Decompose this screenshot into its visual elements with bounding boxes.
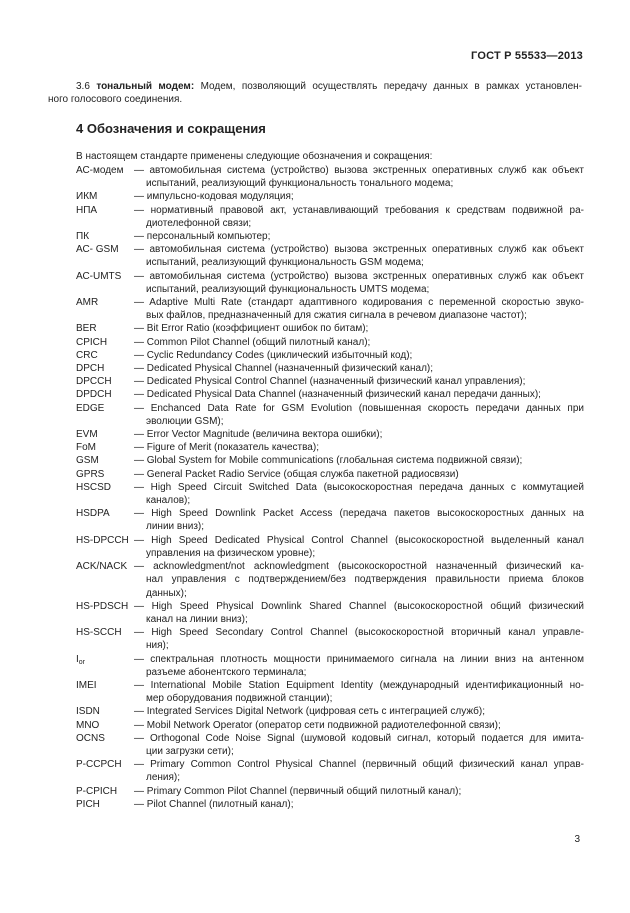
definition-line: ния);: [146, 640, 169, 652]
abbreviation-row: [76, 336, 584, 349]
abbreviation-row: [76, 270, 584, 296]
definition-line: — Dedicated Physical Control Channel (назначенный физический канал управления);: [134, 376, 526, 388]
abbreviation-definition: [134, 388, 584, 401]
definition-line: мер оборудования подвижной станции);: [146, 693, 333, 705]
definition-line: — персональный компьютер;: [134, 231, 271, 243]
abbreviation-term-text: HS-DPCCH: [76, 534, 129, 546]
abbreviation-definition: [134, 653, 584, 679]
abbreviation-row: [76, 481, 584, 507]
definition-line: нал управления с подтверждением/без подтверждения правильности приема блоков: [146, 574, 584, 586]
abbreviation-definition: [134, 785, 584, 798]
definition-line: — Primary Common Control Physical Channel (первичный общий физический канал управ-: [134, 759, 584, 771]
abbreviation-term: [76, 362, 134, 375]
definition-line: разъеме абонентского терминала;: [146, 666, 307, 678]
abbreviation-term: [76, 732, 134, 745]
abbreviation-term: [76, 336, 134, 349]
abbreviation-term: [76, 296, 134, 309]
abbreviation-definition: [134, 375, 584, 388]
definition-line: — Global System for Mobile communications (глобальная система подвижной связи);: [134, 455, 523, 467]
abbreviation-definition: [134, 679, 584, 705]
abbreviation-definition: [134, 402, 584, 428]
section-intro: В настоящем стандарте применены следующие обозначения и сокращения:: [76, 151, 433, 162]
definition-line: — Dedicated Physical Channel (назначенный физический канал);: [134, 363, 434, 375]
definition-line: — High Speed Downlink Packet Access (передача пакетов высокоскоростных данных на: [134, 508, 584, 520]
abbreviation-term: [76, 719, 134, 732]
definition-line: — спектральная плотность мощности принимаемого сигнала на линии вниз на антенном: [134, 653, 584, 665]
definition-line: — Enchanced Data Rate for GSM Evolution (повышенная скорость передачи данных при: [134, 402, 584, 414]
abbreviation-row: [76, 798, 584, 811]
abbreviation-term-text: OCNS: [76, 732, 105, 744]
definition-line: — High Speed Dedicated Physical Control Channel (высокоскоростной выделенный канал: [134, 534, 584, 546]
definition-number: 3.6: [76, 81, 90, 92]
abbreviation-row: [76, 296, 584, 322]
definition-line: управления на физическом уровне);: [146, 547, 316, 559]
abbreviation-term-text: DPCCH: [76, 376, 112, 388]
abbreviation-term: [76, 600, 134, 613]
definition-line: — Adaptive Multi Rate (стандарт адаптивного кодирования с переменной скоростью звуко-: [134, 297, 584, 309]
abbreviation-term-text: P-CPICH: [76, 785, 118, 797]
definition-line: — Figure of Merit (показатель качества);: [134, 442, 319, 454]
abbreviation-term: [76, 798, 134, 811]
abbreviation-row: [76, 679, 584, 705]
abbreviation-term-text: GPRS: [76, 468, 105, 480]
definition-paragraph: [48, 80, 582, 106]
definition-line: — Bit Error Ratio (коэффициент ошибок по битам);: [134, 323, 369, 335]
definition-line: ления);: [146, 772, 181, 784]
definition-line: — General Packet Radio Service (общая служба пакетной радиосвязи): [134, 468, 459, 480]
definition-line: канал на линии вниз);: [146, 613, 248, 625]
definition-line: — Integrated Services Digital Network (цифровая сеть с интеграцией служб);: [134, 706, 485, 718]
abbreviation-row: [76, 402, 584, 428]
abbreviation-definition: [134, 441, 584, 454]
abbreviation-term: [76, 164, 134, 177]
page-number: 3: [574, 834, 580, 845]
abbreviation-term: [76, 270, 134, 283]
abbreviation-term: [76, 626, 134, 639]
abbreviation-term: [76, 481, 134, 494]
abbreviation-row: [76, 785, 584, 798]
abbreviation-row: [76, 230, 584, 243]
abbreviation-definition: [134, 481, 584, 507]
abbreviation-term-text: АС- GSM: [76, 244, 119, 256]
abbreviation-definition: [134, 362, 584, 375]
definition-line: диотелефонной связи;: [146, 217, 252, 229]
abbreviation-definition: [134, 322, 584, 335]
abbreviation-definition: [134, 600, 584, 626]
abbreviation-definition: [134, 534, 584, 560]
abbreviation-definition: [134, 705, 584, 718]
definition-term: тональный модем:: [96, 81, 195, 92]
abbreviation-term: [76, 454, 134, 467]
abbreviation-row: [76, 322, 584, 335]
abbreviation-definition: [134, 204, 584, 230]
abbreviation-term-text: АС-модем: [76, 165, 124, 176]
abbreviation-term-subscript: or: [78, 658, 86, 666]
abbreviation-definition: [134, 296, 584, 322]
abbreviation-definition: [134, 190, 584, 203]
abbreviation-term: [76, 322, 134, 335]
definition-line: — Dedicated Physical Data Channel (назначенный физический канал передачи данных);: [134, 389, 541, 401]
abbreviation-row: [76, 626, 584, 652]
definition-line: — импульсно-кодовая модуляция;: [134, 191, 294, 203]
abbreviation-term-text: ИКМ: [76, 191, 98, 203]
abbreviation-term: [76, 349, 134, 362]
definition-line: вых файлов, предназначенный для сжатия сигнала в речевом диапазоне частот);: [146, 310, 527, 322]
abbreviation-term-text: EVM: [76, 429, 98, 441]
abbreviation-row: [76, 204, 584, 230]
definition-line: — Cyclic Redundancy Codes (циклический избыточный код);: [134, 349, 413, 361]
abbreviation-term: [76, 507, 134, 520]
section-title: 4 Обозначения и сокращения: [76, 121, 266, 136]
abbreviation-term: [76, 534, 134, 547]
definition-line: испытаний, реализующий функциональность GSM модема;: [146, 257, 424, 269]
abbreviation-definition: [134, 719, 584, 732]
abbreviation-definition: [134, 349, 584, 362]
abbreviation-definition: [134, 428, 584, 441]
abbreviation-row: [76, 190, 584, 203]
abbreviation-row: [76, 719, 584, 732]
abbreviation-term-text: GSM: [76, 455, 99, 467]
definition-line: — Error Vector Magnitude (величина вектора ошибки);: [134, 429, 383, 441]
abbreviation-row: [76, 388, 584, 401]
abbreviation-term-text: PICH: [76, 798, 100, 810]
abbreviation-term-text: FoM: [76, 442, 96, 454]
definition-line: — Orthogonal Code Noise Signal (шумовой кодовый сигнал, который подается для имита-: [134, 732, 584, 744]
abbreviation-definition: [134, 454, 584, 467]
definition-line: — Pilot Channel (пилотный канал);: [134, 798, 294, 810]
definition-line: — автомобильная система (устройство) вызова экстренных оперативных служб как объект: [134, 244, 584, 256]
abbreviation-definition: [134, 626, 584, 652]
abbreviation-term: [76, 441, 134, 454]
definition-line: испытаний, реализующий функциональность тонального модема;: [146, 178, 454, 190]
abbreviation-row: [76, 560, 584, 600]
abbreviation-term-text: ACK/NACK: [76, 561, 128, 573]
abbreviation-term: [76, 560, 134, 573]
abbreviation-term: [76, 468, 134, 481]
definition-line-1: [48, 80, 582, 93]
definition-line: — Mobil Network Operator (оператор сети подвижной радиотелефонной связи);: [134, 719, 501, 731]
abbreviation-term-text: CPICH: [76, 336, 108, 348]
abbreviation-row: [76, 375, 584, 388]
document-header: ГОСТ Р 55533—2013: [471, 50, 583, 62]
abbreviation-row: [76, 534, 584, 560]
abbreviation-term: [76, 705, 134, 718]
abbreviation-term-text: AMR: [76, 297, 99, 309]
abbreviation-term-text: EDGE: [76, 402, 105, 414]
abbreviation-definition: [134, 336, 584, 349]
definition-line: — acknowledgment/not acknowledgment (высокоскоростной назначенный физический ка-: [134, 561, 584, 573]
abbreviation-definition: [134, 758, 584, 784]
abbreviation-term: [76, 204, 134, 217]
abbreviation-definition: [134, 243, 584, 269]
definition-line: — автомобильная система (устройство) вызова экстренных оперативных служб как объект: [134, 165, 584, 176]
abbreviation-definition: [134, 798, 584, 811]
definition-line: — High Speed Secondary Control Channel (высокоскоростной вторичный канал управле-: [134, 627, 584, 639]
abbreviation-row: [76, 758, 584, 784]
abbreviation-term-text: MNO: [76, 719, 100, 731]
abbreviation-row: [76, 362, 584, 375]
abbreviation-term: [76, 190, 134, 203]
abbreviation-term-text: DPDCH: [76, 389, 112, 401]
abbreviation-definition: [134, 230, 584, 243]
abbreviation-term: [76, 388, 134, 401]
abbreviation-row: [76, 243, 584, 269]
abbreviation-term: [76, 653, 134, 669]
abbreviation-term-text: P-CCPCH: [76, 759, 122, 771]
abbreviation-definition: [134, 270, 584, 296]
abbreviation-term: [76, 402, 134, 415]
abbreviation-term: [76, 679, 134, 692]
definition-line: эволюции GSM);: [146, 415, 224, 427]
abbreviation-term-text: HSCSD: [76, 481, 112, 493]
definition-line: — нормативный правовой акт, устанавливающий требования к средствам подвижной ра-: [134, 204, 584, 216]
abbreviation-term-text: HS-SCCH: [76, 627, 122, 639]
abbreviation-term: [76, 375, 134, 388]
definition-line: — Common Pilot Channel (общий пилотный канал);: [134, 336, 371, 348]
abbreviation-row: [76, 454, 584, 467]
abbreviation-term: [76, 428, 134, 441]
abbreviation-term-text: ПК: [76, 231, 90, 243]
abbreviation-row: [76, 653, 584, 679]
abbreviation-term: [76, 230, 134, 243]
definition-line: — Primary Common Pilot Channel (первичный общий пилотный канал);: [134, 785, 462, 797]
abbreviation-term-text: I: [76, 653, 79, 665]
definition-text-1: Модем, позволяющий осуществлять передачу данных в рамках установлен-: [200, 81, 583, 92]
abbreviation-list: [76, 164, 584, 811]
definition-line: — High Speed Physical Downlink Shared Channel (высокоскоростной общий физический: [134, 600, 584, 612]
abbreviation-row: [76, 507, 584, 533]
abbreviation-definition: [134, 560, 584, 600]
definition-line: каналов);: [146, 495, 191, 507]
abbreviation-term-text: НПА: [76, 204, 98, 216]
definition-line: линии вниз);: [146, 521, 205, 533]
definition-line: — автомобильная система (устройство) вызова экстренных оперативных служб как объект: [134, 270, 584, 282]
abbreviation-term-text: ISDN: [76, 706, 100, 718]
abbreviation-row: [76, 428, 584, 441]
abbreviation-row: [76, 732, 584, 758]
abbreviation-row: [76, 164, 584, 190]
abbreviation-term-text: HS-PDSCH: [76, 600, 129, 612]
definition-line: ции загрузки сети);: [146, 745, 234, 757]
abbreviation-term-text: АС-UMTS: [76, 270, 122, 282]
abbreviation-definition: [134, 732, 584, 758]
abbreviation-row: [76, 705, 584, 718]
abbreviation-term: [76, 243, 134, 256]
definition-line: данных);: [146, 587, 187, 599]
abbreviation-term-text: IMEI: [76, 679, 97, 691]
definition-text-2: ного голосового соединения.: [48, 94, 183, 106]
abbreviation-row: [76, 441, 584, 454]
abbreviation-term-text: CRC: [76, 349, 98, 361]
abbreviation-term: [76, 758, 134, 771]
abbreviation-row: [76, 600, 584, 626]
abbreviation-term-text: DPCH: [76, 363, 105, 375]
abbreviation-term: [76, 785, 134, 798]
definition-line: испытаний, реализующий функциональность UMTS модема;: [146, 283, 430, 295]
definition-line: — High Speed Circuit Switched Data (высокоскоростная передача данных с коммутацией: [134, 481, 584, 493]
definition-line: — International Mobile Station Equipment Identity (международный идентификационный но-: [134, 679, 584, 691]
abbreviation-definition: [134, 468, 584, 481]
abbreviation-definition: [134, 164, 584, 190]
abbreviation-term-text: BER: [76, 323, 97, 335]
abbreviation-definition: [134, 507, 584, 533]
abbreviation-row: [76, 468, 584, 481]
abbreviation-term-text: HSDPA: [76, 508, 110, 520]
abbreviation-row: [76, 349, 584, 362]
